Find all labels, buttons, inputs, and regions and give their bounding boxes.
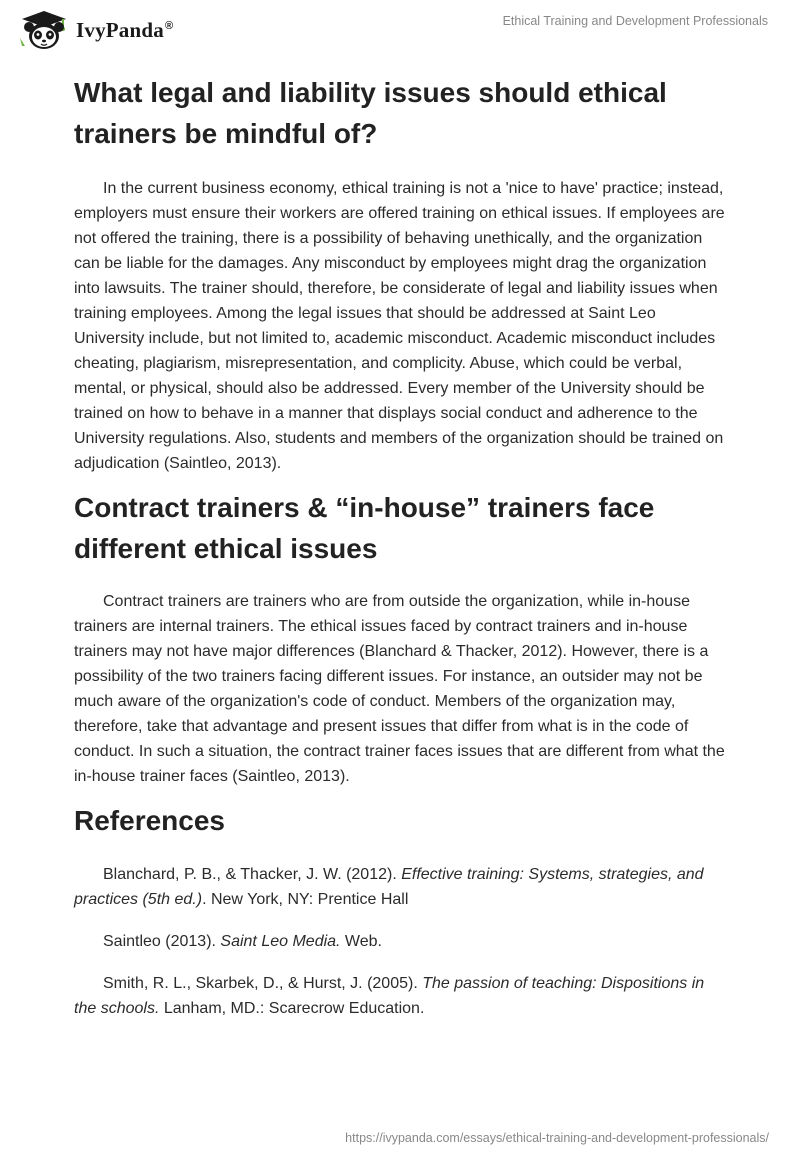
reference-item: Blanchard, P. B., & Thacker, J. W. (2012). Effective training: Systems, strategies, and practices (5th ed.). New York, NY: Prentice Hall — [74, 866, 704, 908]
reference-title: Saint Leo Media. — [220, 933, 341, 950]
panda-graduate-icon — [16, 8, 72, 52]
references-heading: References — [74, 805, 225, 836]
article-body — [74, 72, 726, 1021]
source-url[interactable]: https://ivypanda.com/essays/ethical-training-and-development-professionals/ — [345, 1131, 769, 1145]
section-heading-contract-trainers: Contract trainers & “in-house” trainers face different ethical issues — [74, 492, 655, 564]
reference-title: Effective training: Systems, strategies, and practices (5th ed.) — [74, 866, 704, 908]
section-heading-legal-issues: What legal and liability issues should ethical trainers be mindful of? — [74, 77, 667, 149]
section-paragraph-contract-trainers: Contract trainers are trainers who are from outside the organization, while in-house trainers are internal trainers. The ethical issues faced by contract trainers and in-house trainers may not have major differences (Blanchard & Thacker, 2012). However, there is a possibility of the two trainers facing different issues. For instance, an outsider may not be much aware of the organization's code of conduct. Members of the organization may, therefore, take that advantage and present issues that differ from what is in the code of conduct. In such a situation, the contract trainer faces issues that are different from what the in-house trainer faces (Saintleo, 2013). — [74, 593, 725, 785]
reference-title: The passion of teaching: Dispositions in the schools. — [74, 975, 705, 1017]
ivypanda-logo[interactable] — [16, 8, 173, 52]
brand-name: IvyPanda® — [76, 17, 174, 42]
page-header — [0, 0, 800, 64]
reference-item: Smith, R. L., Skarbek, D., & Hurst, J. (2005). The passion of teaching: Dispositions in the schools. Lanham, MD.: Scarecrow Education. — [74, 975, 705, 1017]
reference-item: Saintleo (2013). Saint Leo Media. Web. — [103, 933, 382, 950]
section-paragraph-legal-issues: In the current business economy, ethical training is not a 'nice to have' practice; instead, employers must ensure their workers are offered training on ethical issues. If employees are not offered the training, there is a possibility of behaving unethically, and the organization can be liable for the damages. Any misconduct by employees might drag the organization into lawsuits. The trainer should, therefore, be considerate of legal and liability issues when training employees. Among the legal issues that should be addressed at Saint Leo University include, but not limited to, academic misconduct. Academic misconduct includes cheating, plagiarism, misrepresentation, and complicity. Abuse, which could be verbal, mental, or physical, should also be addressed. Every member of the University should be trained on how to behave in a manner that displays social conduct and adherence to the University regulations. Also, students and members of the organization should be trained on adjudication (Saintleo, 2013). — [74, 180, 725, 472]
document-title: Ethical Training and Development Professionals — [502, 14, 768, 28]
